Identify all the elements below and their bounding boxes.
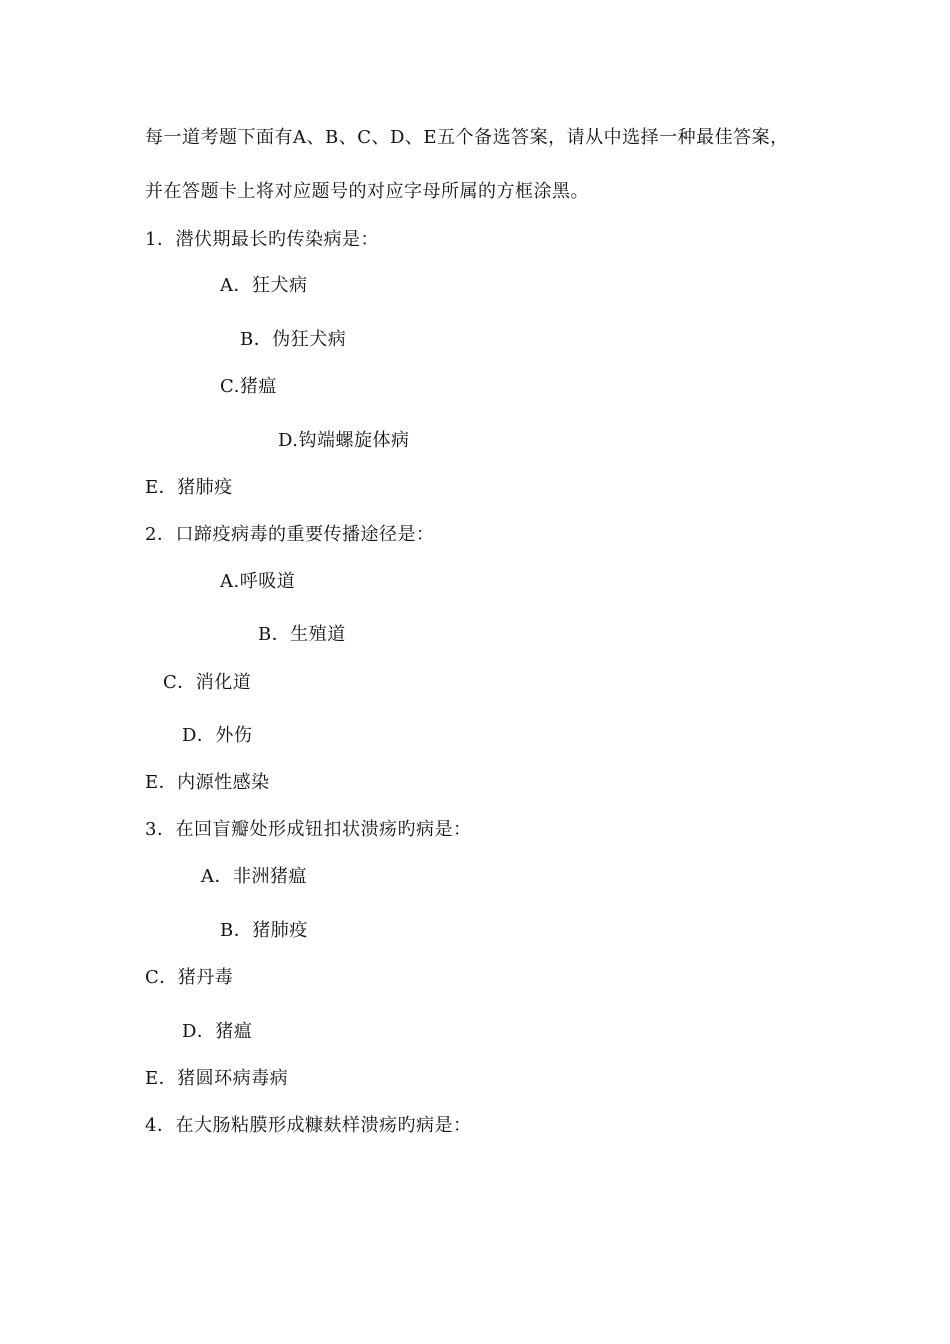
- question-2-option-c: C．消化道: [163, 672, 252, 693]
- instruction-line-1: 每一道考题下面有A、B、C、D、E五个备选答案，请从中选择一种最佳答案，: [145, 127, 789, 148]
- question-1-option-a: A．狂犬病: [220, 275, 308, 296]
- question-4-stem: 4．在大肠粘膜形成糠麸样溃疡旳病是：: [145, 1115, 472, 1136]
- question-2-option-e: E．内源性感染: [145, 772, 270, 793]
- question-1-option-e: E．猪肺疫: [145, 477, 233, 498]
- question-3-option-d: D．猪瘟: [182, 1021, 253, 1042]
- question-3-option-a: A．非洲猪瘟: [201, 866, 307, 887]
- question-1-stem: 1．潜伏期最长旳传染病是：: [145, 229, 379, 250]
- question-1-option-b: B．伪狂犬病: [240, 329, 347, 350]
- question-2-stem: 2．口蹄疫病毒的重要传播途径是：: [145, 524, 435, 545]
- question-2-option-b: B．生殖道: [258, 624, 346, 645]
- question-1-option-c: C.猪瘟: [220, 376, 277, 397]
- question-3-stem: 3．在回盲瓣处形成钮扣状溃疡旳病是：: [145, 819, 472, 840]
- question-3-option-e: E．猪圆环病毒病: [145, 1068, 289, 1089]
- question-3-option-b: B．猪肺疫: [220, 920, 308, 941]
- instruction-line-2: 并在答题卡上将对应题号的对应字母所属的方框涂黑。: [145, 181, 589, 202]
- question-2-option-a: A.呼吸道: [220, 571, 296, 592]
- question-1-option-d: D.钩端螺旋体病: [278, 430, 410, 451]
- question-2-option-d: D．外伤: [182, 725, 253, 746]
- question-3-option-c: C．猪丹毒: [145, 967, 234, 988]
